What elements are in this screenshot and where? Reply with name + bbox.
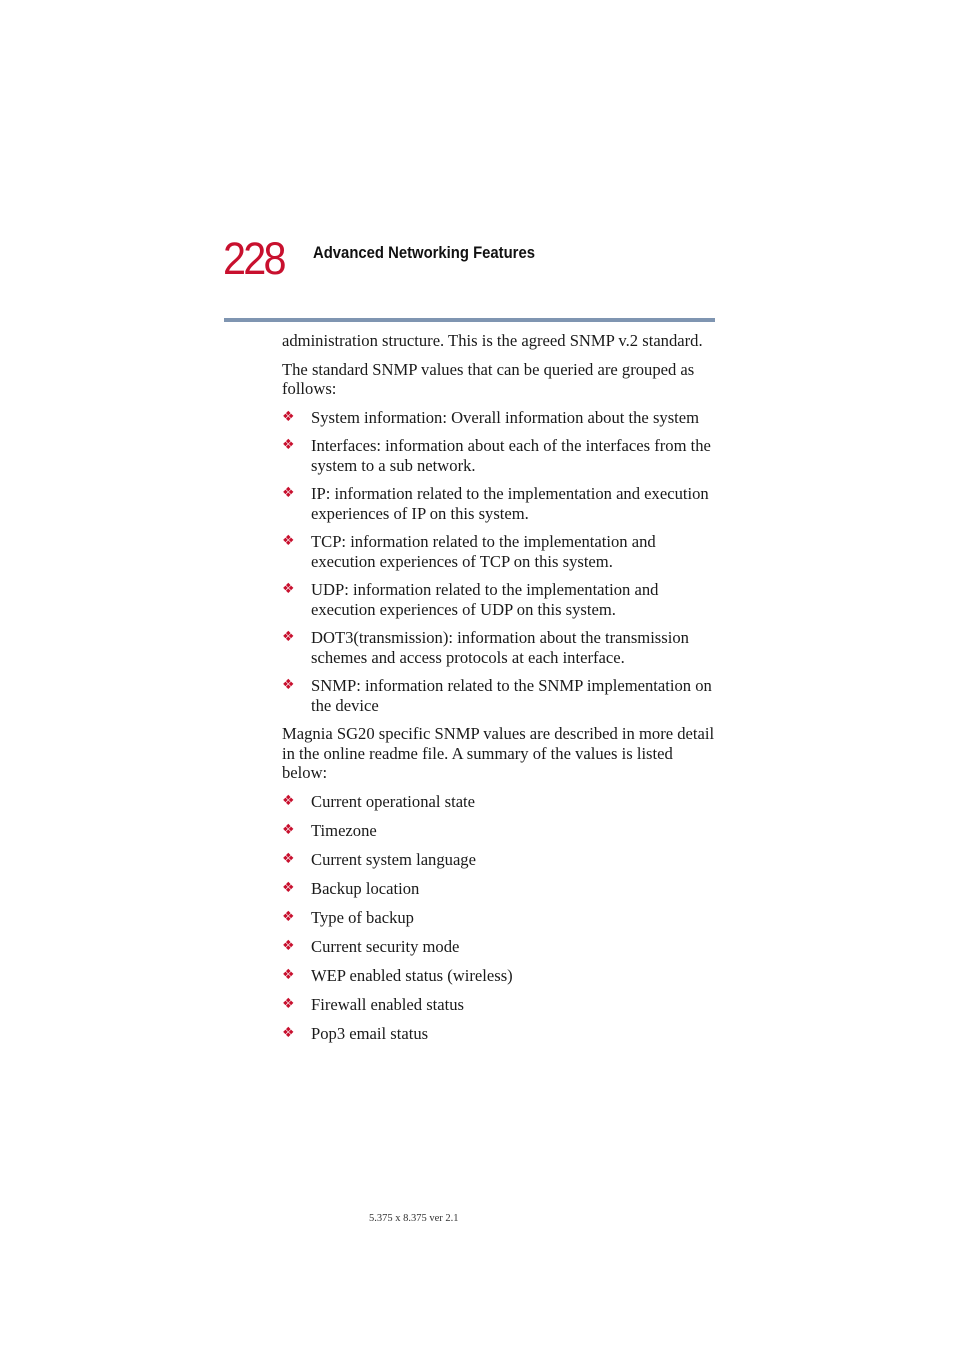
list-item xyxy=(282,821,716,841)
diamond-bullet-icon: ❖ xyxy=(282,677,295,693)
list-item-text: UDP: information related to the implementation and execution experiences of UDP on this system. xyxy=(311,580,659,619)
list-item-text: Timezone xyxy=(311,820,377,840)
list-item-text: Current security mode xyxy=(311,936,460,956)
list-item-text: DOT3(transmission): information about the transmission schemes and access protocols at each interface. xyxy=(311,628,689,667)
diamond-bullet-icon: ❖ xyxy=(282,581,295,597)
list-item xyxy=(282,484,716,523)
list-item xyxy=(282,676,716,715)
list-item-text: Type of backup xyxy=(311,907,414,927)
magnia-values-list xyxy=(282,792,716,1044)
diamond-bullet-icon: ❖ xyxy=(282,879,295,896)
list-item xyxy=(282,995,716,1015)
list-item-text: Interfaces: information about each of the interfaces from the system to a sub network. xyxy=(311,436,711,475)
diamond-bullet-icon: ❖ xyxy=(282,437,295,453)
list-item-text: WEP enabled status (wireless) xyxy=(311,965,513,985)
list-item xyxy=(282,1024,716,1044)
list-item xyxy=(282,850,716,870)
diamond-bullet-icon: ❖ xyxy=(282,937,295,954)
body-content xyxy=(282,331,716,1053)
list-item xyxy=(282,580,716,619)
paragraph-snmp-groups: The standard SNMP values that can be queried are grouped as follows: xyxy=(282,359,695,398)
list-item xyxy=(282,879,716,899)
list-item xyxy=(282,532,716,571)
diamond-bullet-icon: ❖ xyxy=(282,485,295,501)
list-item-text: System information: Overall information about the system xyxy=(311,407,700,427)
list-item-text: TCP: information related to the implementation and execution experiences of TCP on this system. xyxy=(311,532,656,571)
list-item-text: Pop3 email status xyxy=(311,1023,429,1043)
section-title: Advanced Networking Features xyxy=(313,244,535,262)
diamond-bullet-icon: ❖ xyxy=(282,533,295,549)
list-item-text: IP: information related to the implementation and execution experiences of IP on this system. xyxy=(311,484,709,523)
diamond-bullet-icon: ❖ xyxy=(282,629,295,645)
list-item xyxy=(282,628,716,667)
diamond-bullet-icon: ❖ xyxy=(282,966,295,983)
diamond-bullet-icon: ❖ xyxy=(282,408,295,425)
diamond-bullet-icon: ❖ xyxy=(282,1024,295,1041)
list-item xyxy=(282,436,716,475)
diamond-bullet-icon: ❖ xyxy=(282,821,295,838)
header-rule xyxy=(224,318,715,322)
list-item xyxy=(282,792,716,812)
diamond-bullet-icon: ❖ xyxy=(282,908,295,925)
list-item xyxy=(282,966,716,986)
paragraph-intro: administration structure. This is the agreed SNMP v.2 standard. xyxy=(282,331,703,350)
snmp-groups-list xyxy=(282,408,716,716)
diamond-bullet-icon: ❖ xyxy=(282,995,295,1012)
list-item-text: Current operational state xyxy=(311,791,476,811)
paragraph-magnia: Magnia SG20 specific SNMP values are described in more detail in the online readme file. A summary of the values is listed below: xyxy=(282,724,715,782)
diamond-bullet-icon: ❖ xyxy=(282,792,295,809)
list-item xyxy=(282,908,716,928)
list-item-text: SNMP: information related to the SNMP implementation on the device xyxy=(311,676,712,715)
list-item-text: Current system language xyxy=(311,849,476,869)
list-item xyxy=(282,937,716,957)
page-number: 228 xyxy=(223,233,284,284)
diamond-bullet-icon: ❖ xyxy=(282,850,295,867)
footer-version: 5.375 x 8.375 ver 2.1 xyxy=(369,1213,459,1224)
list-item xyxy=(282,408,716,428)
list-item-text: Backup location xyxy=(311,878,420,898)
list-item-text: Firewall enabled status xyxy=(311,994,464,1014)
